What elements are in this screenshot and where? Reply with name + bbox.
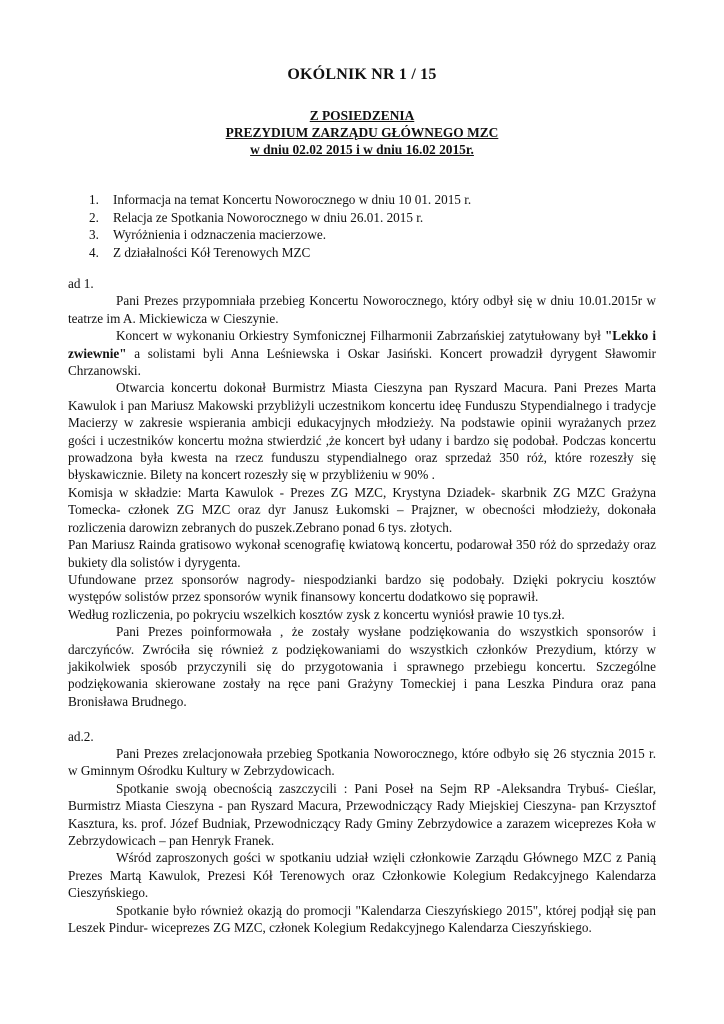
agenda-text: Wyróżnienia i odznaczenia macierzowe. — [113, 227, 327, 242]
subtitle-line: w dniu 02.02 2015 i w dniu 16.02 2015r. — [250, 142, 474, 157]
paragraph: Pan Mariusz Rainda gratisowo wykonał scenografię kwiatową koncertu, podarował 350 róż do sprzedaży oraz bukiety dla solistów i dyrygenta. — [68, 537, 656, 570]
agenda-item — [89, 209, 669, 227]
agenda-list — [89, 191, 669, 261]
paragraph — [68, 327, 656, 379]
agenda-text: Informacja na temat Koncertu Noworocznego w dniu 10 01. 2015 r. — [113, 192, 472, 207]
paragraph: Spotkanie było również okazją do promocji "Kalendarza Cieszyńskiego 2015", której podjął się pan Leszek Pindur- wiceprezes ZG MZC, członek Kolegium Redakcyjnego Kalendarza Cieszyńskiego. — [68, 902, 656, 936]
agenda-number: 4. — [89, 244, 99, 260]
paragraph-text: Koncert w wykonaniu Orkiestry Symfonicznej Filharmonii Zabrzańskiej zatytułowany był — [116, 328, 605, 344]
paragraph: Pani Prezes poinformowała , że zostały wysłane podziękowania do wszystkich sponsorów i darczyńców. Zwróciła się również z podziękowaniami do wszystkich członków Prezydium, którzy w jakikolwiek sposób przyczynili się do przygotowania i sprawnego przebiegu koncertu. Szczególne podziękowania skierowane zostały na ręce pani Grażyny Tomeckiej i pana Leszka Pindura oraz pana Bronisława Brudnego. — [68, 624, 656, 709]
section-label-ad2: ad.2. — [68, 728, 94, 744]
agenda-item — [89, 244, 669, 262]
agenda-number: 2. — [89, 209, 99, 225]
agenda-number: 1. — [89, 192, 99, 207]
document-title: OKÓLNIK NR 1 / 15 — [287, 66, 437, 83]
subtitle-line: Z POSIEDZENIA — [309, 108, 415, 123]
agenda-number: 3. — [89, 227, 99, 242]
section-label-ad1: ad 1. — [68, 276, 94, 291]
document-body — [68, 275, 656, 936]
paragraph: Komisja w składzie: Marta Kawulok - Prezes ZG MZC, Krystyna Dziadek- skarbnik ZG MZC Grażyna Tomecka- członek ZG MZC oraz dyr Janusz Łukomski – Prajzner, w obecności młodzieży, dokonała rozliczenia darowizn zebranych do puszek.Zebrano ponad 6 tys. złotych. — [68, 484, 656, 535]
paragraph: Wśród zaproszonych gości w spotkaniu udział wzięli członkowie Zarządu Głównego MZC z Panią Prezes Martą Kawulok, Prezesi Kół Terenowych oraz Członkowie Kolegium Redakcyjnego Kalendarza Cieszyńskiego. — [68, 850, 656, 901]
paragraph: Otwarcia koncertu dokonał Burmistrz Miasta Cieszyna pan Ryszard Macura. Pani Prezes Marta Kawulok i pan Mariusz Makowski przybliżyli uczestnikom koncertu ideę Funduszu Stypendialnego i tradycje Macierzy w zakresie wspierania ambicji edukacyjnych młodzieży. Na podstawie opinii wyrażanych przez gości i uczestników koncertu można stwierdzić ,że koncert był udany i bardzo się podobał. Podczas koncertu prowadzona była kwesta na rzecz funduszu stypendialnego oraz sprzedaż 350 róż, które rozeszły się błyskawicznie. Bilety na koncert rozeszły się w przybliżeniu w 90% . — [68, 380, 656, 483]
agenda-text: Relacja ze Spotkania Noworocznego w dniu 26.01. 2015 r. — [113, 209, 424, 225]
agenda-item — [89, 191, 669, 209]
spacer — [68, 710, 656, 727]
agenda-text: Z działalności Kół Terenowych MZC — [113, 244, 311, 260]
paragraph-text: a solistami byli Anna Leśniewska i Oskar Jasiński. Koncert prowadził dyrygent Sławomir Chrzanowski. — [68, 345, 656, 379]
agenda-item — [89, 226, 669, 244]
paragraph: Pani Prezes przypomniała przebieg Koncertu Noworocznego, który odbył się w dniu 10.01.2015r w teatrze im A. Mickiewicza w Cieszynie. — [68, 293, 656, 326]
concert-title: "Lekko i zwiewnie" — [68, 328, 656, 361]
paragraph: Ufundowane przez sponsorów nagrody- niespodzianki bardzo się podobały. Dzięki pokryciu kosztów występów solistów przez sponsorów wynik finansowy koncertu dodatkowo się poprawił. — [68, 571, 656, 605]
subtitle-line: PREZYDIUM ZARZĄDU GŁÓWNEGO MZC — [225, 125, 499, 140]
paragraph: Pani Prezes zrelacjonowała przebieg Spotkania Noworocznego, które odbyło się 26 stycznia 2015 r. w Gminnym Ośrodku Kultury w Zebrzydowicach. — [68, 745, 656, 779]
document-subtitle — [0, 107, 724, 158]
paragraph: Spotkanie swoją obecnością zaszczycili : Pani Poseł na Sejm RP -Aleksandra Trybuś- Cieślar, Burmistrz Miasta Cieszyna - pan Ryszard Macura, Przewodniczący Rady Miejskiej Cieszyna- pan Krzysztof Kasztura, ks. prof. Józef Budniak, Przewodniczący Rady Gminy Zebrzydowice a zarazem wiceprezes Koła w Zebrzydowicach – pan Henryk Franek. — [68, 780, 656, 848]
paragraph: Według rozliczenia, po pokryciu wszelkich kosztów zysk z koncertu wyniósł prawie 10 tys.zł. — [68, 606, 565, 622]
